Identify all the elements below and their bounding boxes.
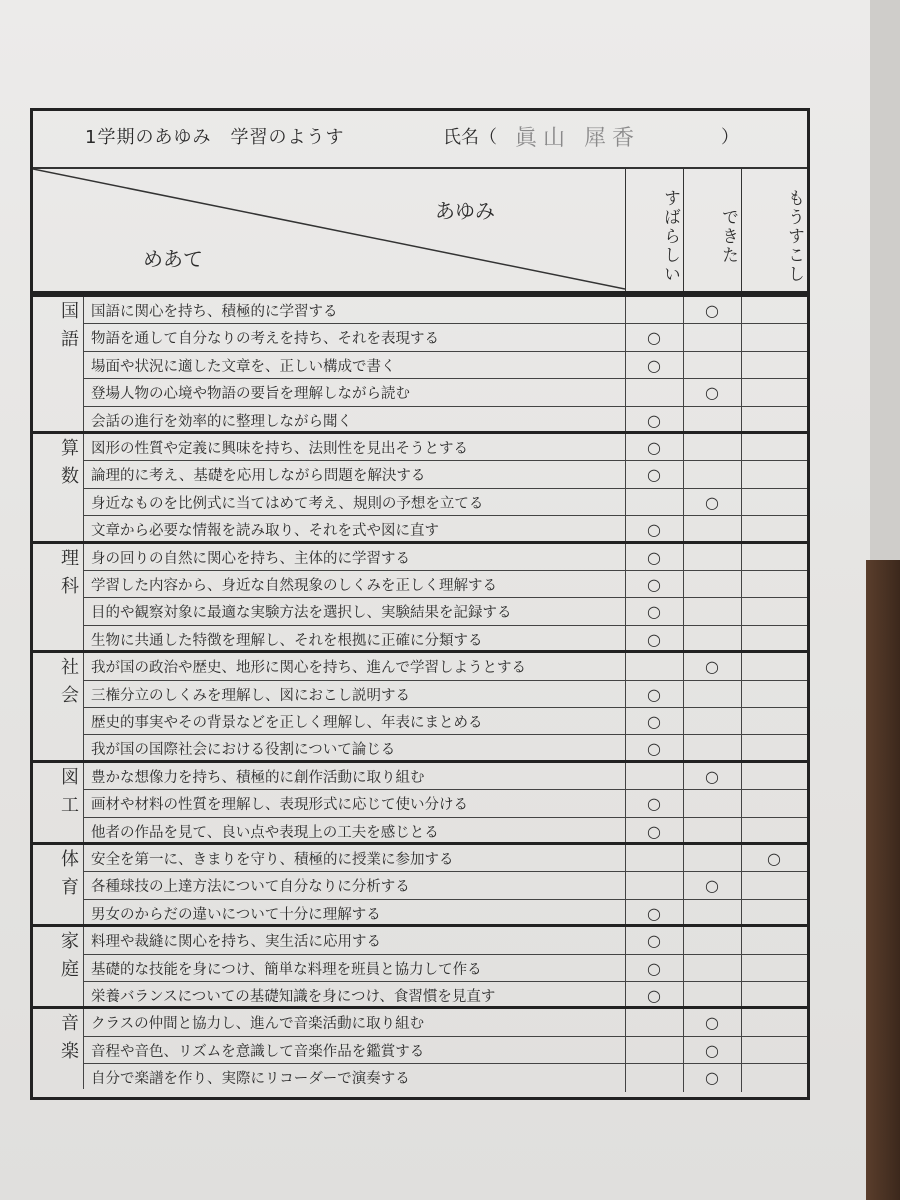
goal-text: 音程や音色、リズムを意識して音楽作品を鑑賞する <box>91 1043 425 1060</box>
grade-cell <box>625 434 683 460</box>
grade-cell <box>625 818 683 845</box>
goal-row <box>83 489 807 516</box>
goal-row <box>83 681 807 708</box>
grade-cell <box>625 872 683 898</box>
goal-row <box>83 818 807 845</box>
diagonal-divider <box>33 169 625 291</box>
grade-cell <box>683 735 741 762</box>
goal-row <box>83 1009 807 1036</box>
grade-cell <box>741 1064 807 1091</box>
goal-row <box>83 324 807 351</box>
subject-name: 社会 <box>58 657 79 714</box>
goal-text: 三権分立のしくみを理解し、図におこし説明する <box>91 687 410 704</box>
goal-row <box>83 872 807 899</box>
grade-circle-mark: ○ <box>647 602 661 622</box>
goal-row <box>83 297 807 324</box>
goal-text: 会話の進行を効率的に整理しながら聞く <box>91 413 352 430</box>
grade-cell <box>741 982 807 1009</box>
grade-cell <box>683 845 741 871</box>
grade-cell <box>625 763 683 789</box>
grade-cell <box>683 1064 741 1091</box>
goal-row <box>83 1037 807 1064</box>
grade-circle-mark: ○ <box>647 739 661 759</box>
desk-edge <box>866 560 900 1200</box>
subject-group <box>33 650 807 760</box>
grade-circle-mark: ○ <box>647 794 661 814</box>
header-meate: めあて <box>143 247 203 271</box>
grade-cell <box>683 872 741 898</box>
subject-group <box>33 431 807 541</box>
goal-text: 各種球技の上達方法について自分なりに分析する <box>91 879 410 896</box>
subject-name: 算数 <box>58 438 79 494</box>
goal-row <box>83 1064 807 1091</box>
goal-text: 画材や材料の性質を理解し、表現形式に応じて使い分ける <box>91 797 468 814</box>
grade-cell <box>741 461 807 487</box>
goal-row <box>83 598 807 625</box>
grade-cell <box>683 297 741 323</box>
grade-cell <box>625 900 683 927</box>
grade-cell <box>741 735 807 762</box>
grade-cell <box>741 763 807 789</box>
grade-circle-mark: ○ <box>647 985 661 1005</box>
goal-row <box>83 708 807 735</box>
grade-cell <box>625 1009 683 1035</box>
goal-row <box>83 516 807 543</box>
grade-cell <box>741 818 807 845</box>
grade-cell <box>683 818 741 845</box>
goal-row <box>83 845 807 872</box>
goal-row <box>83 352 807 379</box>
grade-circle-mark: ○ <box>705 492 719 512</box>
grade-cell <box>683 598 741 624</box>
grade-cell <box>625 571 683 597</box>
grade-cell <box>683 434 741 460</box>
grade-cell <box>625 379 683 405</box>
goal-text: 安全を第一に、きまりを守り、積極的に授業に参加する <box>91 852 454 868</box>
goal-text: 論理的に考え、基礎を応用しながら問題を解決する <box>91 468 426 485</box>
grade-cell <box>683 516 741 543</box>
grade-cell <box>625 461 683 487</box>
goal-text: クラスの仲間と協力し、進んで音楽活動に取り組む <box>91 1016 425 1033</box>
grade-circle-mark: ○ <box>647 410 661 430</box>
grade-cell <box>625 324 683 350</box>
goal-text: 豊かな想像力を持ち、積極的に創作活動に取り組む <box>91 769 425 786</box>
grade-cell <box>741 352 807 378</box>
subject-name: 図工 <box>58 766 79 823</box>
grade-cell <box>625 955 683 981</box>
grade-cell <box>683 352 741 378</box>
goal-text: 栄養バランスについての基礎知識を身につけ、食習慣を見直す <box>91 988 496 1005</box>
grade-circle-mark: ○ <box>647 547 661 567</box>
grade-circle-mark: ○ <box>705 657 719 677</box>
report-title: 1学期のあゆみ 学習のようす <box>85 127 345 148</box>
goal-text: 場面や状況に適した文章を、正しい構成で書く <box>91 358 396 375</box>
goal-row <box>83 379 807 406</box>
grade-cell <box>741 571 807 597</box>
name-label: 氏名（ <box>443 127 497 148</box>
goal-row <box>83 434 807 461</box>
goal-text: 料理や裁縫に関心を持ち、実生活に応用する <box>91 934 381 951</box>
grade-cell <box>683 1009 741 1035</box>
grade-cell <box>625 516 683 543</box>
goal-text: 登場人物の心境や物語の要旨を理解しながら読む <box>91 386 410 403</box>
grade-cell <box>625 708 683 734</box>
grade-cell <box>683 982 741 1009</box>
grade-circle-mark: ○ <box>705 301 719 320</box>
grade-cell <box>625 297 683 323</box>
grade-circle-mark: ○ <box>767 849 781 868</box>
goal-text: 身の回りの自然に関心を持ち、主体的に学習する <box>91 550 410 567</box>
goal-text: 歴史的事実やその背景などを正しく理解し、年表にまとめる <box>91 714 483 731</box>
grade-cell <box>741 489 807 515</box>
goal-row <box>83 735 807 762</box>
grade-circle-mark: ○ <box>705 1013 719 1033</box>
grade-cell <box>741 297 807 323</box>
grade-cell <box>741 653 807 679</box>
grade-cell <box>625 653 683 679</box>
subject-group <box>33 541 807 651</box>
grade-circle-mark: ○ <box>705 1068 719 1088</box>
grade-circle-mark: ○ <box>705 766 719 786</box>
grade-circle-mark: ○ <box>647 903 661 923</box>
grade-cell <box>683 324 741 350</box>
grade-cell <box>741 407 807 434</box>
grade-cell <box>741 872 807 898</box>
subject-name: 国語 <box>58 301 79 357</box>
subject-group <box>33 294 807 431</box>
grade-cell <box>625 407 683 434</box>
grade-circle-mark: ○ <box>647 684 661 704</box>
grade-circle-mark: ○ <box>705 383 719 403</box>
student-name-handwritten: 眞山 犀香 <box>515 126 640 151</box>
grade-cell <box>741 790 807 816</box>
grade-circle-mark: ○ <box>705 1040 719 1060</box>
grade-cell <box>683 1037 741 1063</box>
grade-header-subarashii: すばらしい <box>625 169 683 291</box>
grade-cell <box>741 379 807 405</box>
grade-circle-mark: ○ <box>647 355 661 375</box>
grade-header-mousukoshi: もうすこし <box>741 169 807 291</box>
grade-circle-mark: ○ <box>647 465 661 485</box>
grade-cell <box>741 1037 807 1063</box>
grade-circle-mark: ○ <box>647 931 661 951</box>
goal-text: 我が国の国際社会における役割について論じる <box>91 742 396 759</box>
grade-cell <box>683 955 741 981</box>
grade-cell <box>625 489 683 515</box>
goal-row <box>83 653 807 680</box>
subject-group <box>33 1006 807 1088</box>
grade-cell <box>683 708 741 734</box>
grade-cell <box>741 681 807 707</box>
subject-group <box>33 842 807 924</box>
goal-text: 図形の性質や定義に興味を持ち、法則性を見出そうとする <box>91 441 468 457</box>
grade-cell <box>625 1037 683 1063</box>
grade-cell <box>741 434 807 460</box>
grade-circle-mark: ○ <box>705 876 719 896</box>
goal-text: 物語を通して自分なりの考えを持ち、それを表現する <box>91 331 439 348</box>
subject-name: 理科 <box>58 547 79 604</box>
grade-circle-mark: ○ <box>647 574 661 594</box>
grade-circle-mark: ○ <box>647 520 661 540</box>
goal-text: 生物に共通した特徴を理解し、それを根拠に正確に分類する <box>91 632 483 649</box>
subject-name: 体育 <box>58 849 79 905</box>
goal-text: 男女のからだの違いについて十分に理解する <box>91 906 381 923</box>
goal-row <box>83 900 807 927</box>
grade-cell <box>625 845 683 871</box>
report-card-table <box>30 108 810 1100</box>
grade-cell <box>683 763 741 789</box>
grade-header-dekita: できた <box>683 169 741 291</box>
goal-text: 学習した内容から、身近な自然現象のしくみを正しく理解する <box>91 577 497 594</box>
grade-cell <box>741 900 807 927</box>
grade-cell <box>683 489 741 515</box>
goal-text: 他者の作品を見て、良い点や表現上の工夫を感じとる <box>91 824 439 841</box>
goal-text: 文章から必要な情報を読み取り、それを式や図に直す <box>91 523 439 540</box>
grade-circle-mark: ○ <box>647 958 661 978</box>
grade-cell <box>683 653 741 679</box>
grade-circle-mark: ○ <box>647 629 661 649</box>
header-row <box>33 111 807 169</box>
grade-cell <box>683 544 741 570</box>
grade-cell <box>741 324 807 350</box>
grade-cell <box>683 571 741 597</box>
grade-cell <box>683 790 741 816</box>
grade-cell <box>683 461 741 487</box>
grade-cell <box>683 927 741 953</box>
grade-cell <box>625 352 683 378</box>
grade-cell <box>625 681 683 707</box>
grade-cell <box>741 955 807 981</box>
goal-text: 目的や観察対象に最適な実験方法を選択し、実験結果を記録する <box>91 605 512 622</box>
grade-cell <box>625 790 683 816</box>
subject-name: 音楽 <box>58 1013 79 1070</box>
grade-cell <box>683 626 741 653</box>
grade-cell <box>625 735 683 762</box>
subject-group <box>33 924 807 1006</box>
goal-row <box>83 763 807 790</box>
goal-row <box>83 407 807 434</box>
grade-cell <box>741 845 807 871</box>
grade-cell <box>683 407 741 434</box>
column-header-row <box>33 169 807 294</box>
grade-circle-mark: ○ <box>647 711 661 731</box>
grade-cell <box>741 1009 807 1035</box>
grade-cell <box>683 681 741 707</box>
grade-cell <box>625 544 683 570</box>
goal-row <box>83 927 807 954</box>
goal-row <box>83 544 807 571</box>
subject-name: 家庭 <box>58 931 79 988</box>
goal-text: 国語に関心を持ち、積極的に学習する <box>91 304 338 320</box>
goal-row <box>83 955 807 982</box>
grade-cell <box>625 927 683 953</box>
grade-circle-mark: ○ <box>647 821 661 841</box>
grade-cell <box>741 544 807 570</box>
goal-row <box>83 571 807 598</box>
grade-cell <box>741 708 807 734</box>
grade-cell <box>683 379 741 405</box>
goal-text: 身近なものを比例式に当てはめて考え、規則の予想を立てる <box>91 495 484 512</box>
grade-cell <box>625 982 683 1009</box>
grade-cell <box>741 598 807 624</box>
goal-text: 自分で楽譜を作り、実際にリコーダーで演奏する <box>91 1071 410 1088</box>
goal-row <box>83 982 807 1009</box>
grade-cell <box>741 927 807 953</box>
grade-cell <box>741 516 807 543</box>
grade-cell <box>625 598 683 624</box>
name-close-paren: ） <box>721 127 739 148</box>
goal-text: 我が国の政治や歴史、地形に関心を持ち、進んで学習しようとする <box>91 660 526 677</box>
subject-group <box>33 760 807 842</box>
grade-cell <box>625 626 683 653</box>
grade-cell <box>741 626 807 653</box>
grade-cell <box>683 900 741 927</box>
goal-text: 基礎的な技能を身につけ、簡単な料理を班員と協力して作る <box>91 961 482 978</box>
grade-circle-mark: ○ <box>647 328 661 348</box>
goal-row <box>83 461 807 488</box>
header-ayumi: あゆみ <box>435 199 495 223</box>
grade-circle-mark: ○ <box>647 438 661 457</box>
grade-cell <box>625 1064 683 1091</box>
goal-row <box>83 790 807 817</box>
goal-row <box>83 626 807 653</box>
